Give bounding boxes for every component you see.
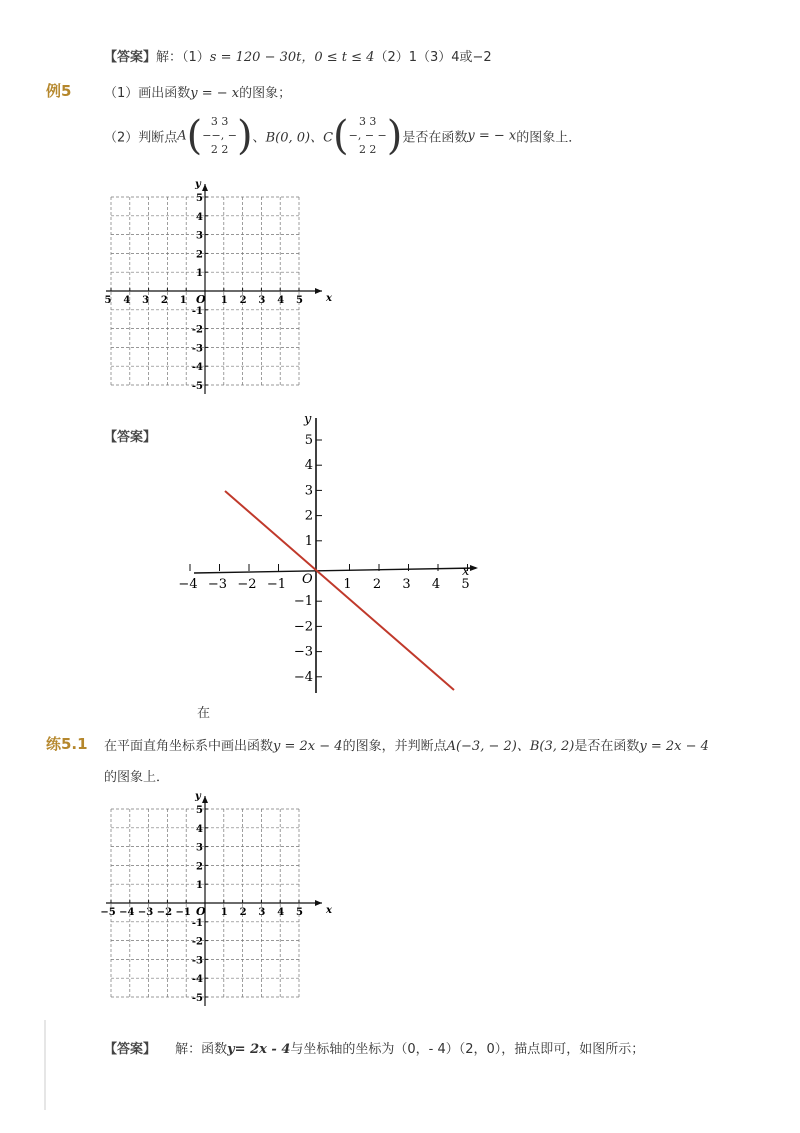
paren-open: ( [186, 113, 203, 159]
point-a-label: A [177, 128, 187, 144]
x-tick-label: 2 [160, 295, 168, 306]
y-tick-label: 5 [196, 805, 203, 816]
y-tick-label: 5 [196, 193, 203, 204]
answer5-note: 在 [197, 706, 211, 721]
x-tick-label: 2 [239, 907, 247, 918]
y-tick-label: −2 [293, 619, 313, 635]
x-tick-label: 1 [220, 907, 228, 918]
y-tick-label: −3 [293, 644, 313, 660]
coordinate-grid-1 [100, 178, 340, 398]
paren-close: ) [236, 113, 253, 159]
example-q2 [104, 115, 581, 157]
coordinate-grid-2 [100, 790, 340, 1010]
y-tick-label: 1 [196, 268, 203, 280]
y-axis-label: y [304, 412, 312, 427]
y-tick-label: 4 [304, 458, 313, 474]
x-tick-label: −5 [100, 907, 116, 918]
x-tick-label: 3 [142, 295, 150, 306]
x-tick-label: 2 [239, 295, 247, 306]
y-tick-label: -5 [191, 993, 203, 1004]
x-tick-label: 1 [179, 295, 187, 306]
x-tick-label: 5 [461, 577, 470, 592]
y-tick-label: 3 [304, 483, 313, 499]
x-axis-arrow [470, 565, 478, 571]
practice-text-end: 的图象上． [104, 770, 170, 785]
y-tick-label: -5 [191, 381, 203, 392]
q2-text: （2）判断点 [104, 130, 178, 146]
answer51-text-2: 与坐标轴的坐标为（0，- 4）（2，0），描点即可，如图所示； [290, 1042, 645, 1057]
x-tick-label: 5 [296, 907, 303, 918]
y-tick-label: 3 [196, 230, 203, 242]
x-tick-label: 3 [258, 295, 266, 306]
answer-part3: （3）4或−2 [417, 50, 492, 65]
x-tick-label: 4 [123, 295, 131, 306]
y-tick-label: 4 [196, 211, 203, 223]
x-tick-label: −2 [156, 907, 173, 918]
x-axis-arrow [315, 900, 322, 906]
y-tick-label: -3 [191, 955, 203, 967]
function-line-y-equals-minus-x [225, 491, 454, 690]
origin-label: O [196, 905, 206, 918]
y-tick-label: 2 [196, 249, 203, 261]
origin-label: O [196, 293, 206, 306]
q1-end: 的图象； [239, 86, 292, 101]
practice-text-1: 在平面直角坐标系中画出函数 [104, 739, 274, 754]
y-tick-label: 1 [304, 533, 313, 549]
x-tick-label: 5 [296, 295, 303, 306]
q2-function: y = − x [467, 128, 517, 144]
x-tick-label: 1 [220, 295, 228, 306]
answer51-line [104, 1038, 644, 1057]
answer5-graph [178, 408, 488, 698]
x-tick-label: −3 [207, 577, 228, 592]
paren-close-c: ) [386, 113, 403, 159]
y-tick-label: −1 [293, 594, 313, 610]
answer51-function: y= 2x - 4 [227, 1042, 291, 1057]
x-tick-label: 5 [104, 295, 112, 306]
x-tick-label: 3 [258, 907, 266, 918]
y-tick-label: 4 [196, 823, 203, 835]
q2-end-pre: 是否在函数 [402, 130, 468, 146]
y-tick-label: -1 [191, 917, 203, 929]
y-tick-label: 3 [196, 842, 203, 854]
answer-tag: 【答案】 [104, 50, 157, 65]
answer-prefix: 解：（1） [156, 50, 210, 65]
x-tick-label: −1 [266, 577, 287, 592]
y-axis-label: y [195, 791, 201, 802]
practice-points: A(−3, − 2)、B(3, 2) [446, 739, 575, 754]
y-tick-label: -1 [191, 305, 203, 317]
x-tick-label: 4 [277, 295, 285, 306]
y-tick-label: -2 [191, 936, 203, 948]
x-tick-label: −3 [137, 907, 154, 918]
y-tick-label: 1 [196, 880, 203, 892]
x-tick-label: 4 [431, 577, 441, 592]
q2-end: 的图象上． [516, 130, 582, 146]
practice-function-2: y = 2x − 4 [639, 739, 709, 754]
x-axis [194, 568, 476, 573]
example-label: 例5 [46, 82, 72, 100]
practice-label: 练5.1 [46, 735, 88, 753]
example-q1 [104, 82, 291, 101]
x-axis-arrow [315, 288, 322, 294]
practice-text-3: 是否在函数 [574, 739, 640, 754]
q1-text: （1）画出函数 [104, 86, 191, 101]
x-axis-label: x [326, 905, 332, 916]
x-tick-label: −4 [178, 577, 198, 592]
y-tick-label: 5 [304, 433, 313, 448]
y-tick-label: −4 [293, 669, 313, 685]
x-tick-label: −4 [119, 907, 135, 918]
answer5-tag: 【答案】 [104, 430, 157, 445]
y-tick-label: -4 [191, 974, 203, 986]
answer-formula: s = 120 − 30t，0 ≤ t ≤ 4 [209, 50, 375, 65]
y-axis-label: y [195, 179, 201, 190]
x-axis-label: x [326, 293, 332, 304]
x-tick-label: −2 [237, 577, 257, 592]
answer51-text: 解：函数 [175, 1042, 228, 1057]
x-tick-label: −1 [175, 907, 191, 918]
paren-open-c: ( [333, 113, 349, 159]
origin-label: O [302, 572, 313, 587]
y-tick-label: -4 [191, 362, 203, 374]
left-margin-bar [44, 1020, 46, 1110]
y-tick-label: 2 [304, 508, 313, 524]
separator: 、 [252, 130, 266, 146]
practice-function: y = 2x − 4 [273, 739, 343, 754]
practice-text-2: 的图象，并判断点 [342, 739, 447, 754]
practice-text [104, 735, 709, 754]
q1-function: y = − x [190, 86, 240, 101]
x-axis-label: x [462, 564, 470, 579]
point-b-label: B(0, 0)、C [265, 130, 334, 146]
y-tick-label: -2 [191, 324, 203, 336]
y-tick-label: 2 [196, 861, 203, 873]
fraction-c: 3 3 −, − − 2 2 [348, 115, 387, 156]
answer-line-1 [104, 46, 492, 65]
x-tick-label: 1 [343, 577, 352, 592]
x-tick-label: 3 [402, 577, 411, 592]
y-axis-arrow [202, 796, 208, 803]
answer-part2: （2）1 [374, 50, 417, 65]
answer51-tag: 【答案】 [104, 1042, 157, 1057]
x-tick-label: 4 [277, 907, 285, 918]
fraction-a: 3 3 −−, − 2 2 [202, 115, 237, 156]
y-axis-arrow [202, 184, 208, 191]
y-tick-label: -3 [191, 343, 203, 355]
x-tick-label: 2 [372, 577, 382, 592]
